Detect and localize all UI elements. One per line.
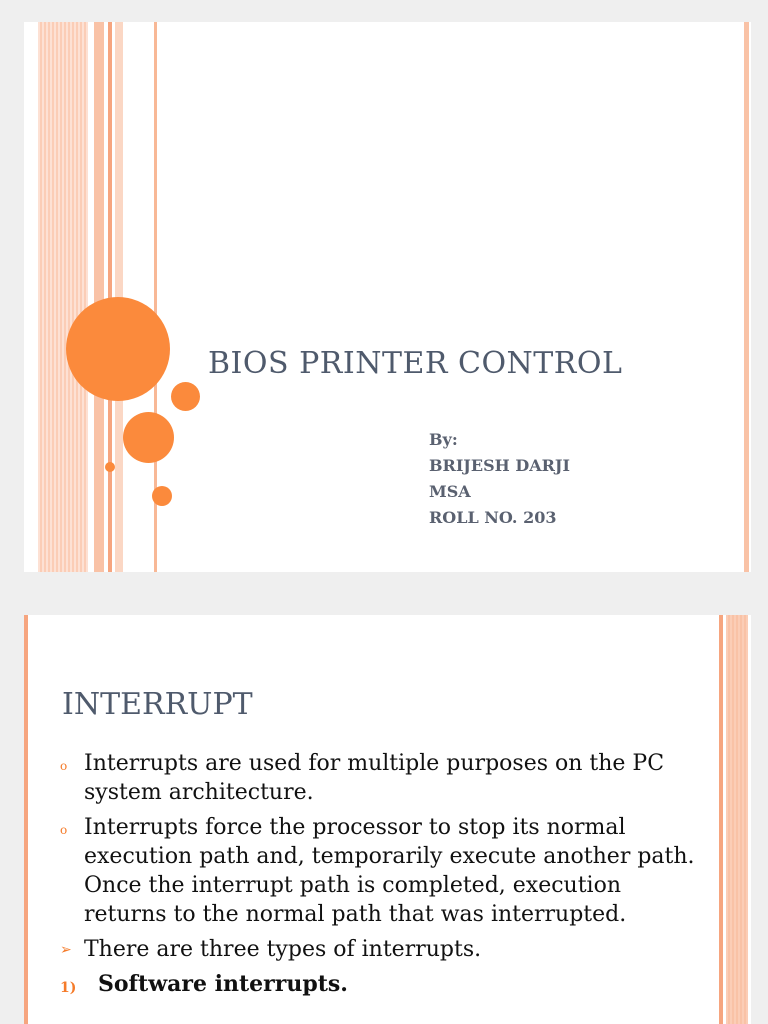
slide-title-text: BIOS PRINTER CONTROL bbox=[208, 346, 623, 381]
author-line: By: bbox=[429, 430, 458, 449]
decorative-stripe bbox=[24, 615, 28, 1024]
author-line: BRIJESH DARJI bbox=[429, 456, 570, 475]
decorative-circle bbox=[66, 297, 170, 401]
bullet-item bbox=[60, 970, 700, 999]
decorative-circle bbox=[171, 382, 200, 411]
decorative-stripe bbox=[38, 22, 88, 572]
slide-title bbox=[24, 22, 751, 572]
bullet-item bbox=[60, 935, 700, 964]
decorative-circle bbox=[105, 462, 115, 472]
decorative-stripe bbox=[744, 22, 749, 572]
bullet-item bbox=[60, 813, 700, 929]
circle-bullet-icon: o bbox=[60, 759, 68, 773]
author-line: ROLL NO. 203 bbox=[429, 508, 557, 527]
bullet-text: There are three types of interrupts. bbox=[84, 937, 482, 962]
author-block bbox=[429, 427, 570, 531]
number-marker: 1) bbox=[60, 980, 77, 996]
decorative-circle bbox=[152, 486, 172, 506]
decorative-circle bbox=[123, 412, 174, 463]
bullet-item bbox=[60, 749, 700, 807]
circle-bullet-icon: o bbox=[60, 823, 68, 837]
bullet-text: Interrupts are used for multiple purposes on the PC system architecture. bbox=[84, 751, 665, 805]
bullet-list bbox=[60, 749, 700, 1005]
decorative-stripe bbox=[726, 615, 748, 1024]
slide-interrupt bbox=[24, 615, 751, 1024]
author-line: MSA bbox=[429, 482, 471, 501]
arrow-bullet-icon: ➢ bbox=[60, 942, 72, 958]
decorative-stripe bbox=[719, 615, 723, 1024]
bullet-text: Interrupts force the processor to stop its normal execution path and, temporarily execute another path. Once the interrupt path is completed, execution returns to the normal path that was interrupted. bbox=[84, 815, 695, 927]
decorative-stripe bbox=[94, 22, 104, 572]
slide-heading: INTERRUPT bbox=[62, 687, 253, 722]
bullet-text: Software interrupts. bbox=[98, 971, 348, 997]
